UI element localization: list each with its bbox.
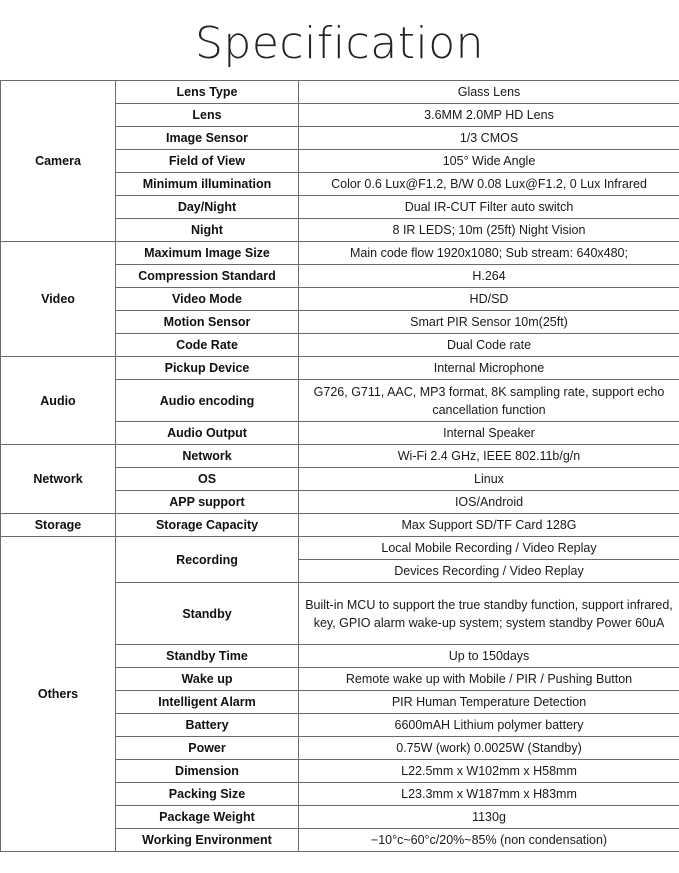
spec-value: 6600mAH Lithium polymer battery [299,714,679,737]
category-camera: Camera [1,81,116,242]
spec-name: Package Weight [116,806,299,829]
category-storage: Storage [1,514,116,537]
spec-name: Night [116,219,299,242]
spec-value: Remote wake up with Mobile / PIR / Pushing Button [299,668,679,691]
category-network: Network [1,445,116,514]
spec-value: Color 0.6 Lux@F1.2, B/W 0.08 Lux@F1.2, 0 Lux Infrared [299,173,679,196]
spec-name: Packing Size [116,783,299,806]
table-row [1,514,679,537]
spec-name: Code Rate [116,334,299,357]
spec-value: Dual Code rate [299,334,679,357]
spec-name: Pickup Device [116,357,299,380]
spec-name: Working Environment [116,829,299,852]
spec-name: Day/Night [116,196,299,219]
spec-name: Storage Capacity [116,514,299,537]
spec-value: IOS/Android [299,491,679,514]
spec-value: Linux [299,468,679,491]
spec-value: L23.3mm x W187mm x H83mm [299,783,679,806]
table-row [1,242,679,265]
spec-name: Network [116,445,299,468]
spec-value: PIR Human Temperature Detection [299,691,679,714]
spec-value: G726, G711, AAC, MP3 format, 8K sampling rate, support echo cancellation function [299,380,679,422]
spec-name: Standby Time [116,645,299,668]
category-video: Video [1,242,116,357]
spec-name: Video Mode [116,288,299,311]
spec-name: Image Sensor [116,127,299,150]
spec-value: Main code flow 1920x1080; Sub stream: 640x480; [299,242,679,265]
page-title: Specification [195,18,484,69]
table-row [1,357,679,380]
spec-value: Internal Microphone [299,357,679,380]
spec-name: Wake up [116,668,299,691]
spec-name: Motion Sensor [116,311,299,334]
spec-value: 3.6MM 2.0MP HD Lens [299,104,679,127]
spec-name: APP support [116,491,299,514]
table-row [1,81,679,104]
spec-value: L22.5mm x W102mm x H58mm [299,760,679,783]
spec-name: Battery [116,714,299,737]
spec-value: Dual IR-CUT Filter auto switch [299,196,679,219]
spec-name: Power [116,737,299,760]
spec-value: 8 IR LEDS; 10m (25ft) Night Vision [299,219,679,242]
spec-name: Dimension [116,760,299,783]
category-others: Others [1,537,116,852]
spec-value: Devices Recording / Video Replay [299,560,679,583]
spec-name: Audio encoding [116,380,299,422]
spec-value: Wi-Fi 2.4 GHz, IEEE 802.11b/g/n [299,445,679,468]
spec-value: Max Support SD/TF Card 128G [299,514,679,537]
spec-value: 1/3 CMOS [299,127,679,150]
spec-value: 0.75W (work) 0.0025W (Standby) [299,737,679,760]
spec-name: Compression Standard [116,265,299,288]
spec-name: Intelligent Alarm [116,691,299,714]
spec-name: Recording [116,537,299,583]
spec-value: Smart PIR Sensor 10m(25ft) [299,311,679,334]
spec-value: Up to 150days [299,645,679,668]
spec-table [0,80,679,852]
spec-value: 105° Wide Angle [299,150,679,173]
spec-value: Internal Speaker [299,422,679,445]
spec-name: Audio Output [116,422,299,445]
table-row [1,537,679,560]
spec-value: 1130g [299,806,679,829]
spec-value: HD/SD [299,288,679,311]
spec-value: Built-in MCU to support the true standby function, support infrared, key, GPIO alarm wake-up system; system standby Power 60uA [299,583,679,645]
spec-name: Lens [116,104,299,127]
category-audio: Audio [1,357,116,445]
spec-value: −10°c~60°c/20%~85% (non condensation) [299,829,679,852]
spec-name: OS [116,468,299,491]
table-row [1,445,679,468]
spec-value: Glass Lens [299,81,679,104]
spec-name: Standby [116,583,299,645]
spec-name: Field of View [116,150,299,173]
spec-name: Minimum illumination [116,173,299,196]
spec-value: H.264 [299,265,679,288]
spec-value: Local Mobile Recording / Video Replay [299,537,679,560]
spec-name: Lens Type [116,81,299,104]
spec-name: Maximum Image Size [116,242,299,265]
